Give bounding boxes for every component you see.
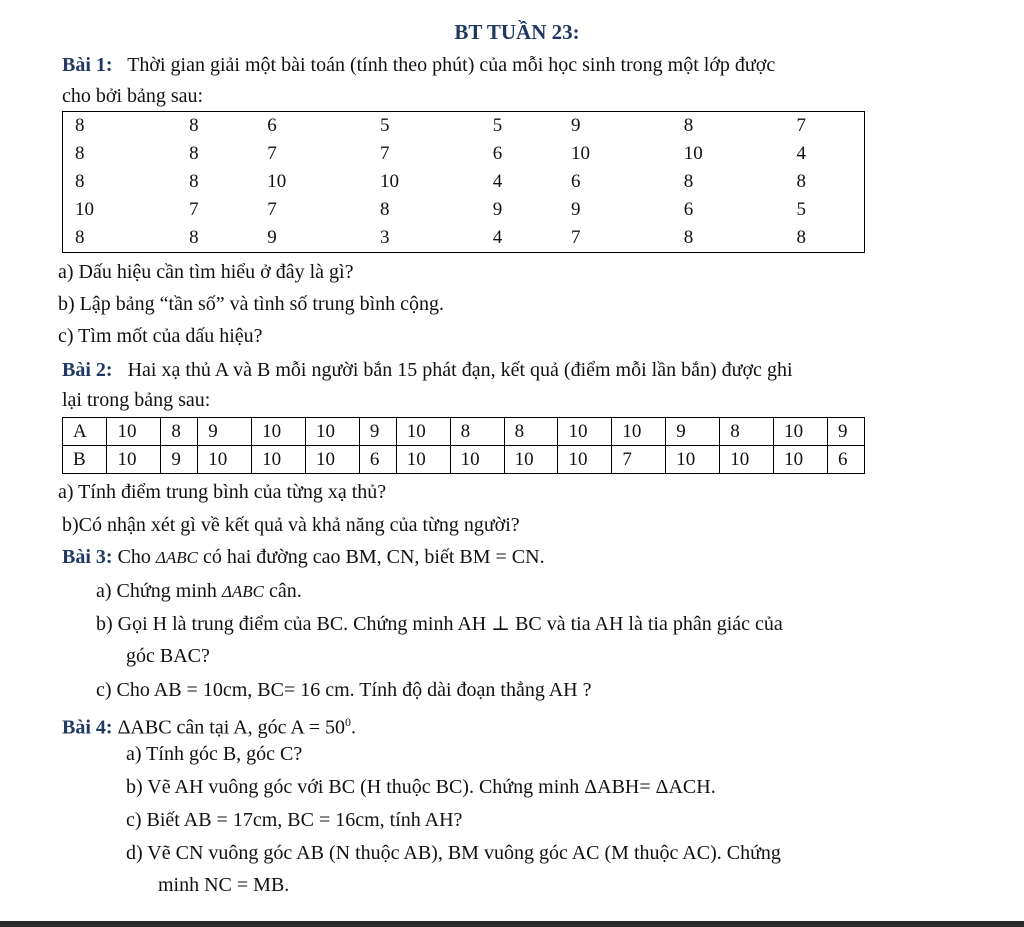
- table-cell: 9: [359, 418, 396, 446]
- table-cell: 10: [774, 418, 828, 446]
- bai1-question-c: c) Tìm mốt của dấu hiệu?: [58, 325, 263, 347]
- bai3-question-c: c) Cho AB = 10cm, BC= 16 cm. Tính độ dài đoạn thẳng AH ?: [96, 679, 592, 701]
- table-cell: 10: [396, 418, 450, 446]
- table-cell: 9: [198, 418, 252, 446]
- table-cell: 6: [683, 199, 694, 220]
- table-cell: 6: [359, 446, 396, 474]
- table-cell: 4: [796, 143, 806, 164]
- page-bottom-border: [0, 921, 1024, 927]
- table-row: [63, 140, 865, 168]
- table-cell: 9: [666, 418, 720, 446]
- bai3-question-b-line2: góc BAC?: [126, 645, 210, 667]
- bai2-text2: lại trong bảng sau:: [62, 389, 211, 411]
- table-cell: 10: [504, 446, 558, 474]
- table-cell: 10: [720, 446, 774, 474]
- table-cell: 8: [161, 418, 198, 446]
- table-cell: 8: [189, 227, 199, 248]
- bai4-question-a: a) Tính góc B, góc C?: [126, 743, 303, 765]
- bai2-label: Bài 2:: [62, 359, 113, 381]
- table-row: [63, 446, 865, 474]
- table-cell: 10: [612, 418, 666, 446]
- bai3-question-b-line1: b) Gọi H là trung điểm của BC. Chứng minh AH ⊥ BC và tia AH là tia phân giác của: [96, 613, 783, 635]
- table-cell: 10: [683, 143, 703, 164]
- bai1-table: [62, 111, 865, 253]
- table-cell: 8: [450, 418, 504, 446]
- bai4-label: Bài 4:: [62, 716, 113, 739]
- bai4-question-d-line2: minh NC = MB.: [158, 874, 290, 896]
- table-cell: 8: [75, 227, 85, 248]
- table-cell: 6: [267, 115, 277, 136]
- table-cell: 10: [396, 446, 450, 474]
- table-cell: 10: [558, 446, 612, 474]
- table-cell: 6: [828, 446, 865, 474]
- table-cell: 10: [306, 418, 360, 446]
- table-cell: 8: [75, 171, 85, 192]
- table-cell: 10: [107, 446, 161, 474]
- bai4-dot: .: [351, 716, 357, 739]
- table-cell: 6: [570, 171, 581, 192]
- page-title: BT TUẦN 23:: [454, 20, 580, 44]
- table-cell: 9: [267, 227, 277, 248]
- table-cell: 7: [189, 199, 199, 220]
- table-cell: 10: [306, 446, 360, 474]
- table-cell: 7: [267, 199, 277, 220]
- table-cell: 8: [380, 199, 390, 220]
- table-cell: 8: [796, 227, 806, 248]
- table-row: [63, 224, 865, 253]
- bai3-qa-pre: a) Chứng minh: [96, 580, 217, 602]
- table-cell: 4: [492, 227, 503, 248]
- bai3-qa-post: cân.: [268, 580, 302, 602]
- table-cell: 10: [666, 446, 720, 474]
- table-cell: 4: [492, 171, 503, 192]
- table-cell: 8: [189, 171, 199, 192]
- table-cell: 9: [828, 418, 865, 446]
- table-cell: 7: [267, 143, 277, 164]
- table-row: [63, 112, 865, 141]
- bai4-question-c: c) Biết AB = 17cm, BC = 16cm, tính AH?: [126, 809, 463, 831]
- table-cell: 10: [570, 143, 590, 164]
- table-cell: 8: [683, 171, 694, 192]
- table-cell: 10: [252, 418, 306, 446]
- bai1-text2: cho bởi bảng sau:: [62, 85, 204, 107]
- table-cell: 5: [492, 115, 503, 136]
- table-cell: 10: [450, 446, 504, 474]
- table-cell: 7: [570, 227, 581, 248]
- bai3-question-a: [96, 576, 302, 607]
- table-cell: 10: [558, 418, 612, 446]
- bai2-table: [62, 417, 865, 474]
- bai2-question-a: a) Tính điểm trung bình của từng xạ thủ?: [58, 481, 387, 503]
- bai2-intro: [62, 354, 982, 386]
- table-cell: 3: [380, 227, 390, 248]
- bai4-question-d-line1: d) Vẽ CN vuông góc AB (N thuộc AB), BM vuông góc AC (M thuộc AC). Chứng: [126, 842, 781, 864]
- table-row: [63, 168, 865, 196]
- table-cell: A: [63, 418, 107, 446]
- table-cell: 7: [380, 143, 390, 164]
- table-cell: 7: [612, 446, 666, 474]
- table-cell: 8: [189, 143, 199, 164]
- bai3-pre: Cho: [117, 546, 151, 568]
- table-cell: B: [63, 446, 107, 474]
- bai3-label: Bài 3:: [62, 546, 113, 568]
- table-cell: 9: [570, 199, 581, 220]
- bai3-intro: [62, 542, 545, 573]
- table-cell: 8: [796, 171, 806, 192]
- table-cell: 8: [189, 115, 199, 136]
- bai1-question-b: b) Lập bảng “tần số” và tình số trung bình cộng.: [58, 293, 445, 315]
- bai1-label: Bài 1:: [62, 54, 113, 76]
- table-cell: 8: [683, 227, 694, 248]
- bai1-text1: Thời gian giải một bài toán (tính theo phút) của mỗi học sinh trong một lớp được: [127, 54, 776, 76]
- table-cell: 5: [380, 115, 390, 136]
- table-cell: 9: [570, 115, 581, 136]
- table-row: [63, 196, 865, 224]
- table-cell: 10: [380, 171, 399, 192]
- bai2-question-b: b)Có nhận xét gì về kết quả và khả năng của từng người?: [62, 514, 520, 536]
- table-cell: 8: [683, 115, 694, 136]
- table-cell: 7: [796, 115, 806, 136]
- bai2-text1: Hai xạ thủ A và B mỗi người bắn 15 phát đạn, kết quả (điểm mỗi lần bắn) được ghi: [127, 359, 793, 381]
- bai4-intro: [62, 707, 356, 743]
- table-cell: 10: [267, 171, 287, 192]
- table-cell: 10: [75, 199, 94, 220]
- bai3-qa-triangle: ΔABC: [221, 582, 264, 601]
- table-cell: 10: [198, 446, 252, 474]
- table-cell: 10: [252, 446, 306, 474]
- table-cell: 8: [504, 418, 558, 446]
- table-cell: 9: [492, 199, 503, 220]
- table-cell: 8: [75, 115, 85, 136]
- bai3-triangle: ΔABC: [155, 548, 198, 567]
- table-cell: 10: [774, 446, 828, 474]
- table-row: [63, 418, 865, 446]
- bai1-intro: [62, 49, 982, 81]
- bai4-question-b: b) Vẽ AH vuông góc với BC (H thuộc BC). Chứng minh ΔABH= ΔACH.: [126, 776, 716, 798]
- bai1-question-a: a) Dấu hiệu cần tìm hiểu ở đây là gì?: [58, 261, 354, 283]
- bai4-degree-sup: 0: [345, 715, 352, 729]
- table-cell: 9: [161, 446, 198, 474]
- table-cell: 8: [75, 143, 85, 164]
- bai3-post: có hai đường cao BM, CN, biết BM = CN.: [203, 546, 545, 568]
- bai4-text: ΔABC cân tại A, góc A = 50: [117, 716, 346, 739]
- table-cell: 5: [796, 199, 806, 220]
- table-cell: 8: [720, 418, 774, 446]
- table-cell: 10: [107, 418, 161, 446]
- table-cell: 6: [492, 143, 503, 164]
